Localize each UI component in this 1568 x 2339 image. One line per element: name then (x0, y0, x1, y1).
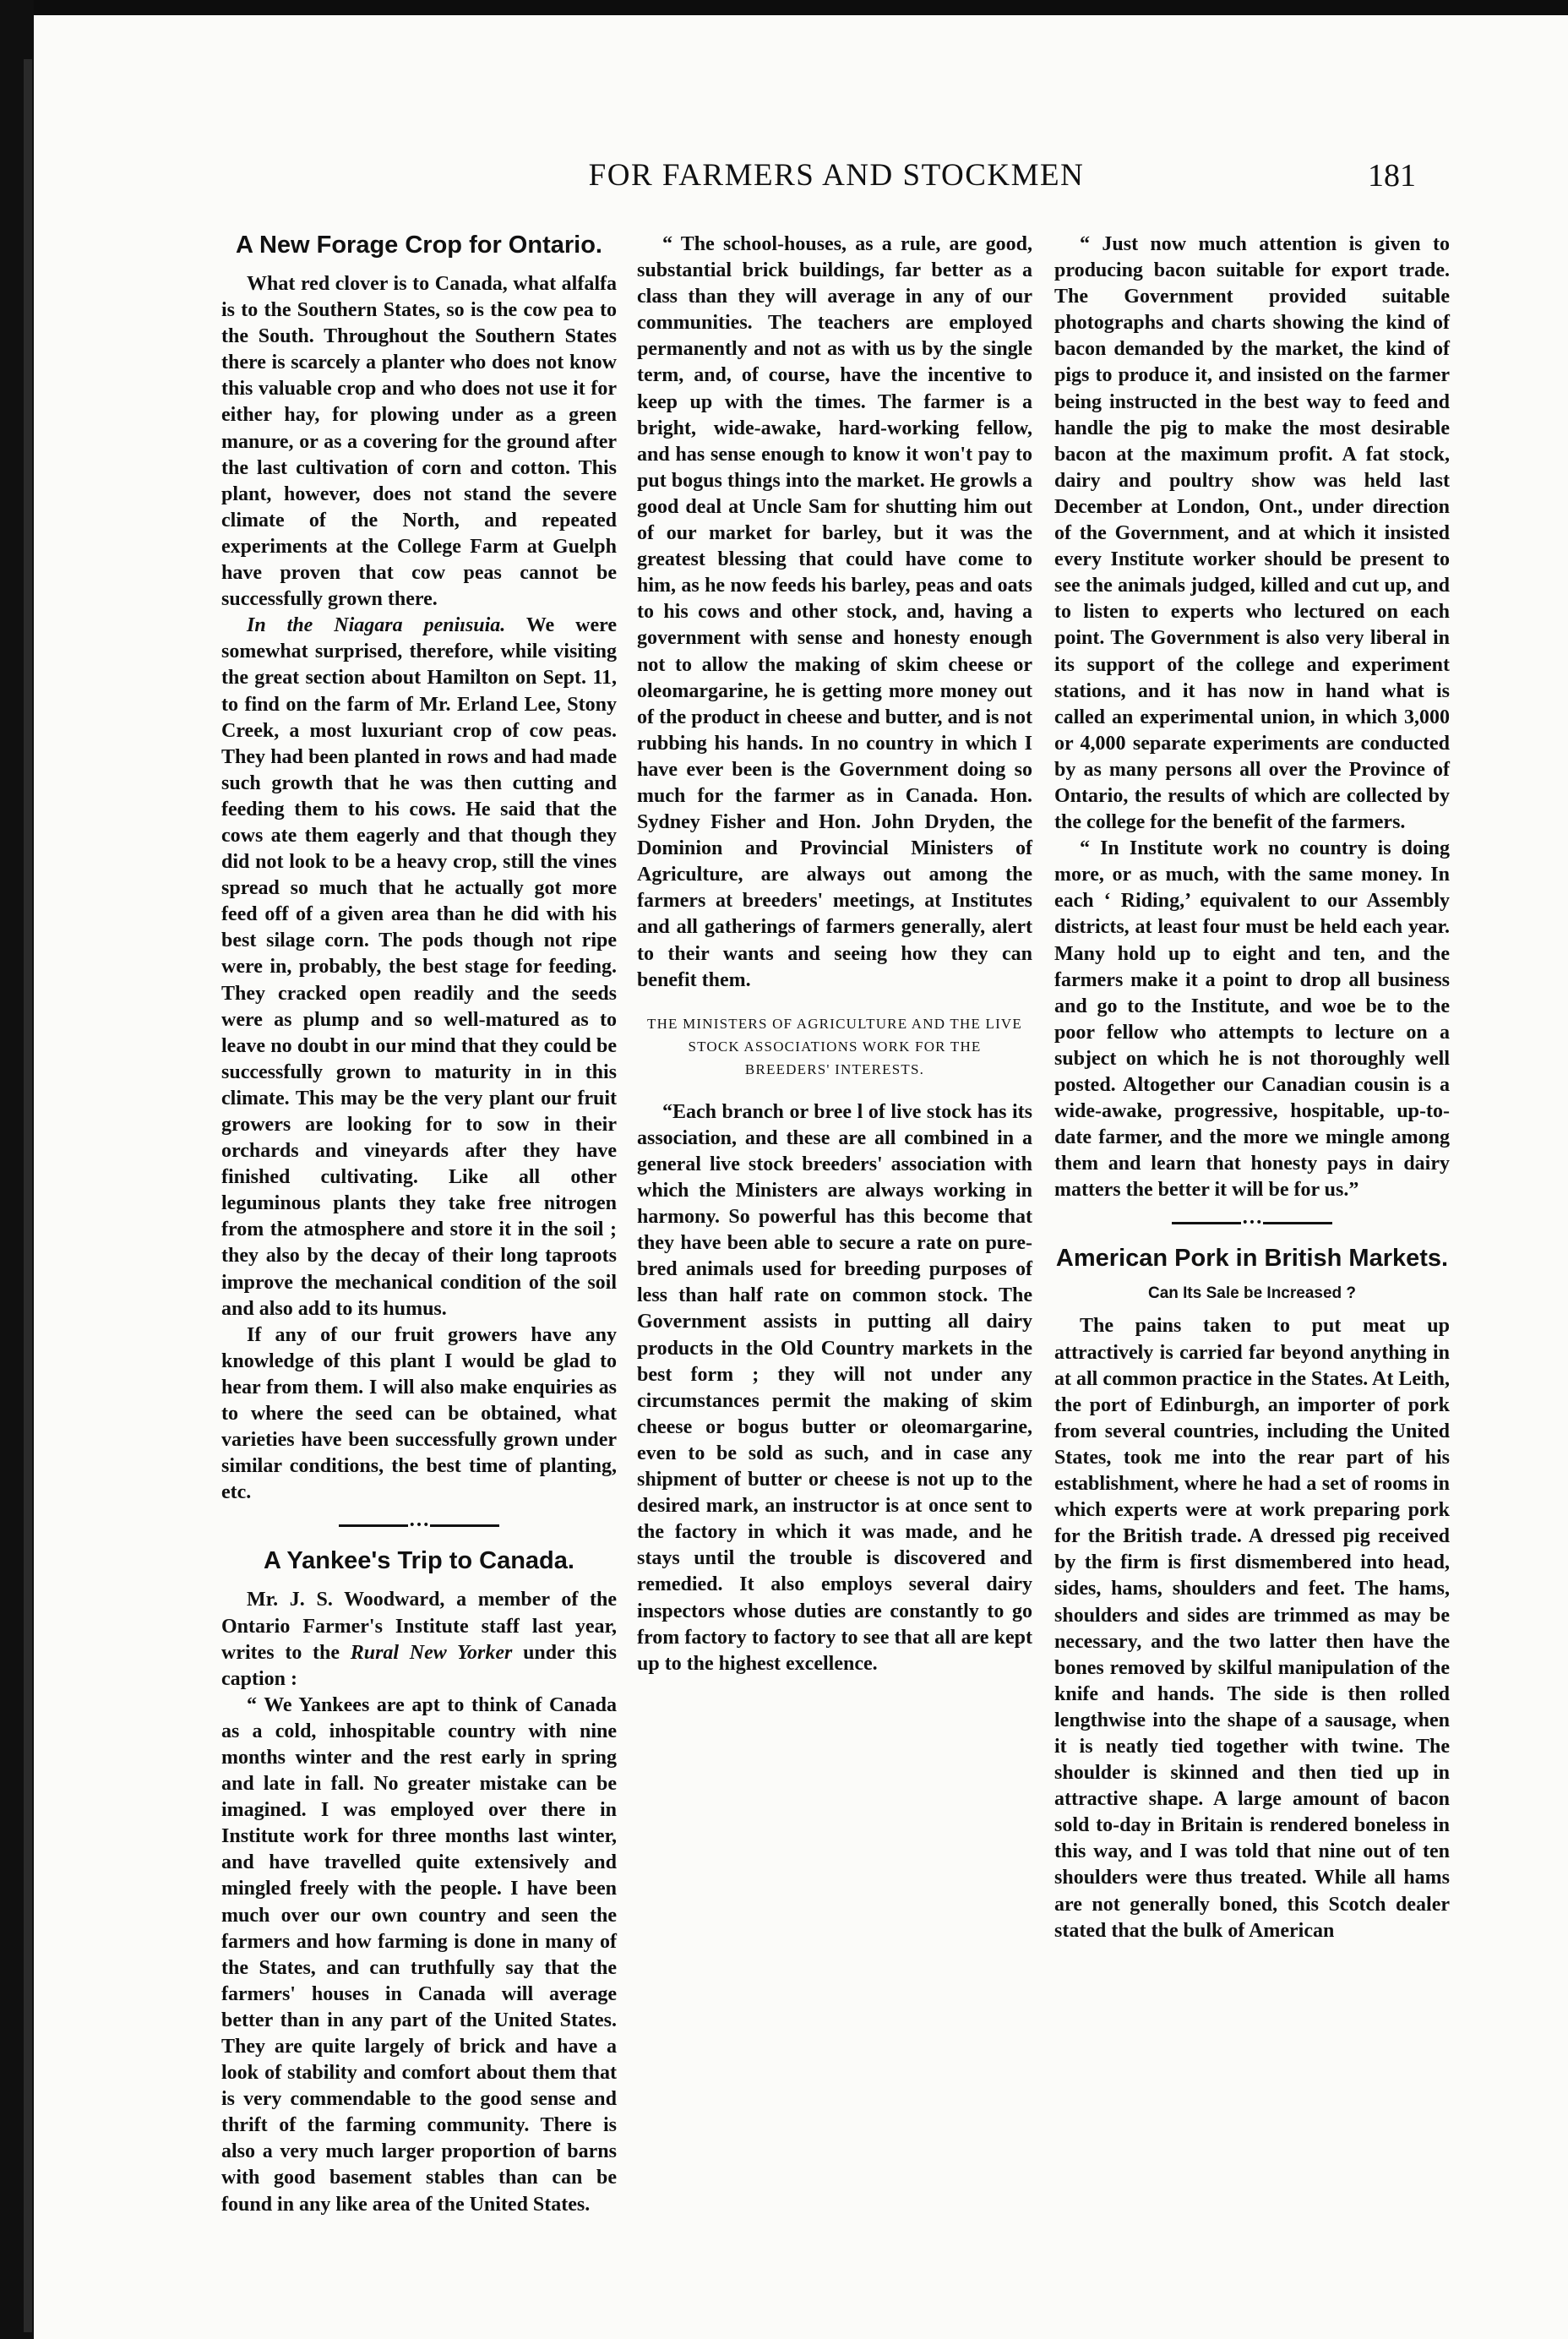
yankee-paragraph-1 (221, 1587, 617, 1692)
forage-paragraph-2-lead: In the Niagara peniısuia. (247, 614, 506, 637)
yankee-paragraph-2: “ We Yankees are apt to think of Canada as a cold, inhospitable country with nine months winter and the rest early in spring and late in fall. No greater mistake can be imagined. I was employed over there in Institute work for three months last winter, and have travelled quite extensively and mingled freely with the people. I have been much over our own country and seen the farmers and how farming is done in many of the States, and can truthfully say that the farmers' houses in Canada will average better than in any part of the United States. They are quite largely of brick and have a look of stability and comfort about them that is very commendable to the good sense and thrift of the farming community. There is also a very much larger proportion of barns with good basement stables than can be found in any like area of the United States. (221, 1693, 617, 2216)
section-heading-ministers: THE MINISTERS OF AGRICULTURE AND THE LIVE STOCK ASSOCIATIONS WORK FOR THE BREEDERS' INTERESTS. (647, 1015, 1022, 1077)
forage-paragraph-1: What red clover is to Canada, what alfalfa is to the Southern States, so is the cow pea to the South. Throughout the Southern States there is scarcely a planter who does not know this valuable crop and who does not use it for either hay, for plowing under as a green manure, or as a covering for the ground after the last cultivation of corn and cotton. This plant, however, does not stand the severe climate of the North, and repeated experiments at the College Farm at Guelph have proven that cow peas cannot be successfully grown there. (221, 273, 617, 611)
yankee-p1-pre: Mr. J. S. Woodward, a member of the Ontario Farmer's Institute staff last year, writes to the (221, 1589, 617, 1664)
page-number: 181 (1368, 158, 1416, 194)
divider-ornament: ••• (408, 1518, 430, 1533)
publication-name: Rural New Yorker (350, 1641, 513, 1664)
running-header: FOR FARMERS AND STOCKMEN (588, 158, 1085, 193)
article-title-yankee: A Yankee's Trip to Canada. (264, 1547, 574, 1575)
pork-paragraph-1: The pains taken to put meat up attractively is carried far beyond anything in at all common practice in the States. At Leith, the port of Edinburgh, an importer of pork from several countries, including the United States, took me into the rear part of his establishment, where he had a set of rooms in which experts were at work preparing pork for the British trade. A dressed pig received by the firm is first dismembered into head, sides, hams, shoulders and feet. The hams, shoulders and sides are trimmed as may be necessary, and the two latter then have the bones removed by skilful manipulation of the knife and hands. The side is then rolled lengthwise into the shape of a sausage, when it is neatly tied together with twine. The shoulder is skinned and then tied up in attractive shape. A large amount of bacon sold to-day in Britain is rendered boneless in this way, and I was told that nine out of ten shoulders were thus treated. While all hams are not generally boned, this Scotch dealer stated that the bulk of American (1054, 1315, 1450, 1942)
book-spine (24, 59, 32, 2332)
column-2 (637, 232, 1032, 1677)
book-page (34, 15, 1568, 2339)
forage-paragraph-2-text: We were somewhat surprised, therefore, while visiting the great section about Hamilton on Sept. 11, to find on the farm of Mr. Erland Lee, Stony Creek, a most luxuriant crop of cow peas. They had been planted in rows and had made such growth that he was then cutting and feeding them to his cows. He said that the cows ate them eagerly and that though they did not look to be a heavy crop, still the vines spread so much that he actually got more feed off of a given area than he did with his best silage corn. The pods though not ripe were in, probably, the best stage for feeding. They cracked open readily and the seeds were as plump and so well-matured as to leave no doubt in our mind that they could be successfully grown to maturity in in this climate. This may be the very plant our fruit growers are looking for to sow in their orchards and vineyards after they have finished cultivating. Like all other leguminous plants they take free nitrogen from the atmosphere and store it in the soil ; they also by the decay of their long taproots improve the mechanical condition of the soil and also add to its humus. (221, 614, 617, 1320)
divider-ornament: ••• (1241, 1216, 1263, 1230)
forage-paragraph-2 (221, 613, 617, 1322)
article-subtitle-pork: Can Its Sale be Increased ? (1147, 1284, 1357, 1303)
column-1 (221, 232, 617, 2218)
yankee-paragraph-4: “Each branch or bree l of live stock has its association, and these are all combined in a general live stock breeders' association with which the Ministers are always working in harmony. So powerful has this become that they have been able to secure a rate on pure-bred animals used for breeding purposes of less than half rate on common stock. The Government assists in putting all dairy products in the Old Country markets in the best form ; they will not under any circumstances permit the making of skim cheese or bogus butter or oleomargarine, even to be sold as such, and in case any shipment of butter or cheese is not up to the desired mark, an instructor is at once sent to the factory in which it was made, and he stays until the trouble is discovered and remedied. It also employs several dairy inspectors whose duties are constantly to go from factory to factory to see that all are kept up to the highest excellence. (637, 1100, 1032, 1675)
yankee-paragraph-5: “ Just now much attention is given to producing bacon suitable for export trade. The Government provided suitable photographs and charts showing the kind of bacon demanded by the market, the kind of pigs to produce it, and insisted on the farmer being instructed in the best way to feed and handle the pig to make the most desirable bacon at the maximum profit. A fat stock, dairy and poultry show was held last December at London, Ont., under direction of the Government, and at which it insisted every Institute worker should be present to see the animals judged, killed and cut up, and to listen to experts who lectured on each point. The Government is also very liberal in its support of the college and experiment stations, and it has now in hand what is called an experimental union, in which 3,000 or 4,000 separate experiments are conducted by as many persons all over the Province of Ontario, the results of which are collected by the college for the benefit of the farmers. (1054, 233, 1450, 834)
yankee-p1-post: under this caption : (221, 1641, 618, 1690)
article-title-forage: A New Forage Crop for Ontario. (236, 232, 602, 259)
forage-paragraph-3: If any of our fruit growers have any knowledge of this plant I would be glad to hear from them. I will also make enquiries as to where the seed can be obtained, what varieties have been successfully grown under similar conditions, the best time of planting, etc. (221, 1323, 617, 1504)
yankee-paragraph-3: “ The school-houses, as a rule, are good, substantial brick buildings, far better as a class than they will average in any of our communities. The teachers are employed permanently and not as with us by the single term, and, of course, have the incentive to keep up with the times. The farmer is a bright, wide-awake, hard-working fellow, and has sense enough to know it won't pay to put bogus things into the market. He growls a good deal at Uncle Sam for shutting him out of our market for barley, but it was the greatest blessing that could have come to him, as he now feeds his barley, peas and oats to his cows and other stock, and, having a government with sense and honesty enough not to allow the making of skim cheese or oleomargarine, he is getting more money out of the product in cheese and butter, and is not rubbing his hands. In no country in which I have ever been is the Government doing so much for the farmer as in Canada. Hon. Sydney Fisher and Hon. John Dryden, the Dominion and Provincial Ministers of Agriculture, are always out among the farmers at breeders' meetings, at Institutes and all gatherings of farmers generally, alert to their wants and seeing how they can benefit them. (637, 233, 1032, 991)
scan-top-edge (0, 0, 1568, 15)
article-divider (339, 1518, 499, 1533)
article-title-pork: American Pork in British Markets. (1055, 1245, 1449, 1273)
yankee-paragraph-6: “ In Institute work no country is doing more, or as much, with the same money. In each ‘ Riding,’ equivalent to our Assembly districts, at least four must be held each year. Many hold up to eight and ten, and the farmers make it a point to drop all business and go to the Institute, and woe be to the poor fellow who attempts to lecture on a subject on which he is not thoroughly well posted. Altogether our Canadian cousin is a wide-awake, progressive, hospitable, up-to-date farmer, and the more we mingle among them and learn that honesty pays in dairy matters the better it will be for us.” (1054, 837, 1450, 1202)
column-3 (1054, 232, 1450, 1944)
article-divider (1172, 1216, 1332, 1230)
